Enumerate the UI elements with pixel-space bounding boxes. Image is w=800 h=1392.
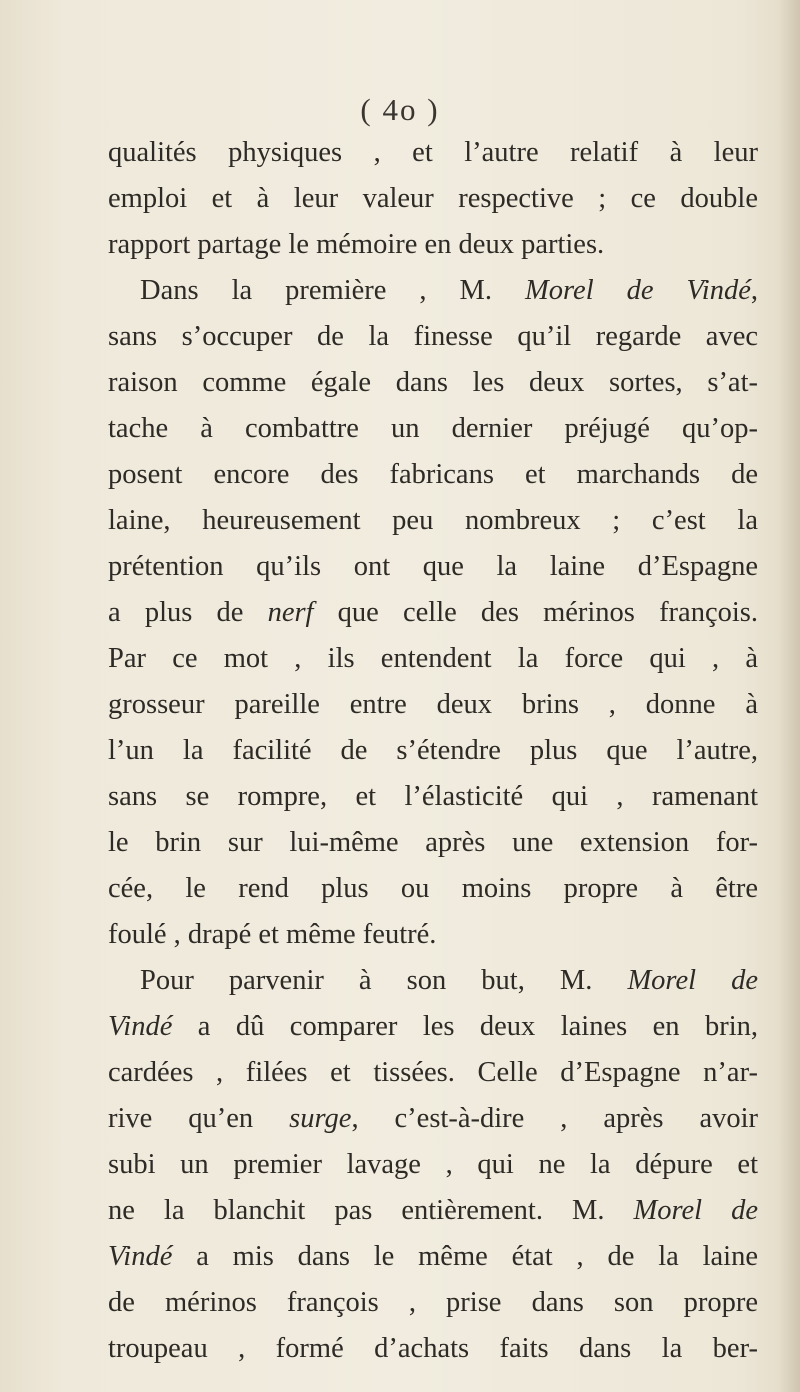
text-segment: grosseur pareille entre deux brins , donne à (108, 689, 758, 720)
text-line (108, 360, 758, 406)
text-line (108, 1096, 758, 1142)
page-edge-shadow (778, 0, 800, 1392)
text-segment: qualités physiques , et l’autre relatif à leur (108, 137, 758, 168)
text-segment: cardées , filées et tissées. Celle d’Espagne n’ar- (108, 1057, 758, 1088)
text-line (108, 636, 758, 682)
text-line (108, 774, 758, 820)
text-segment: rapport partage le mémoire en deux parties. (108, 229, 605, 260)
text-line (108, 176, 758, 222)
text-segment: rive qu’en (108, 1103, 290, 1134)
text-segment: cée, le rend plus ou moins propre à être (108, 873, 758, 904)
italic-text-segment: surge (289, 1103, 352, 1134)
text-line (108, 682, 758, 728)
text-line (108, 314, 758, 360)
text-segment: sans s’occuper de la finesse qu’il regarde avec (108, 321, 758, 352)
text-segment: foulé , drapé et même feutré. (108, 919, 437, 950)
text-line (108, 268, 758, 314)
text-segment: troupeau , formé d’achats faits dans la ber- (108, 1333, 758, 1364)
text-line (108, 1326, 758, 1372)
text-line (108, 452, 758, 498)
text-line (108, 1004, 758, 1050)
text-line (108, 544, 758, 590)
text-segment: Dans la première , M. (140, 275, 526, 306)
text-line (108, 130, 758, 176)
text-line (108, 406, 758, 452)
text-line (108, 912, 758, 958)
text-line (108, 820, 758, 866)
italic-text-segment: Morel de (627, 965, 758, 996)
text-line (108, 866, 758, 912)
italic-text-segment: Morel de Vindé (525, 275, 751, 306)
text-segment: Pour parvenir à son but, M. (140, 965, 628, 996)
text-line (108, 1280, 758, 1326)
text-segment: prétention qu’ils ont que la laine d’Espagne (108, 551, 758, 582)
text-segment: laine, heureusement peu nombreux ; c’est la (108, 505, 758, 536)
text-segment: sans se rompre, et l’élasticité qui , ramenant (108, 781, 758, 812)
text-line (108, 1142, 758, 1188)
italic-text-segment: Vindé (108, 1011, 173, 1042)
text-segment: posent encore des fabricans et marchands de (108, 459, 758, 490)
italic-text-segment: nerf (267, 597, 314, 628)
text-segment: emploi et à leur valeur respective ; ce double (108, 183, 758, 214)
text-segment: l’un la facilité de s’étendre plus que l’autre, (108, 735, 758, 766)
text-segment: ne la blanchit pas entièrement. M. (108, 1195, 634, 1226)
text-line (108, 1234, 758, 1280)
text-segment: tache à combattre un dernier préjugé qu’op- (108, 413, 758, 444)
text-segment: Par ce mot , ils entendent la force qui , à (108, 643, 758, 674)
text-segment: le brin sur lui-même après une extension for- (108, 827, 758, 858)
italic-text-segment: Vindé (108, 1241, 173, 1272)
text-segment: a plus de (108, 597, 268, 628)
text-line (108, 590, 758, 636)
text-segment: de mérinos françois , prise dans son propre (108, 1287, 758, 1318)
text-segment: a dû comparer les deux laines en brin, (172, 1011, 758, 1042)
text-line (108, 498, 758, 544)
body-text (108, 130, 758, 1372)
text-line (108, 222, 758, 268)
text-line (108, 728, 758, 774)
text-segment: que celle des mérinos françois. (313, 597, 758, 628)
text-line (108, 1188, 758, 1234)
text-segment: , c’est-à-dire , après avoir (351, 1103, 759, 1134)
text-segment: , (750, 275, 758, 306)
text-line (108, 958, 758, 1004)
page-number: ( 4o ) (360, 92, 440, 127)
text-segment: subi un premier lavage , qui ne la dépure et (108, 1149, 758, 1180)
text-segment: raison comme égale dans les deux sortes, s’at- (108, 367, 758, 398)
italic-text-segment: Morel de (633, 1195, 758, 1226)
text-line (108, 1050, 758, 1096)
text-segment: a mis dans le même état , de la laine (172, 1241, 758, 1272)
